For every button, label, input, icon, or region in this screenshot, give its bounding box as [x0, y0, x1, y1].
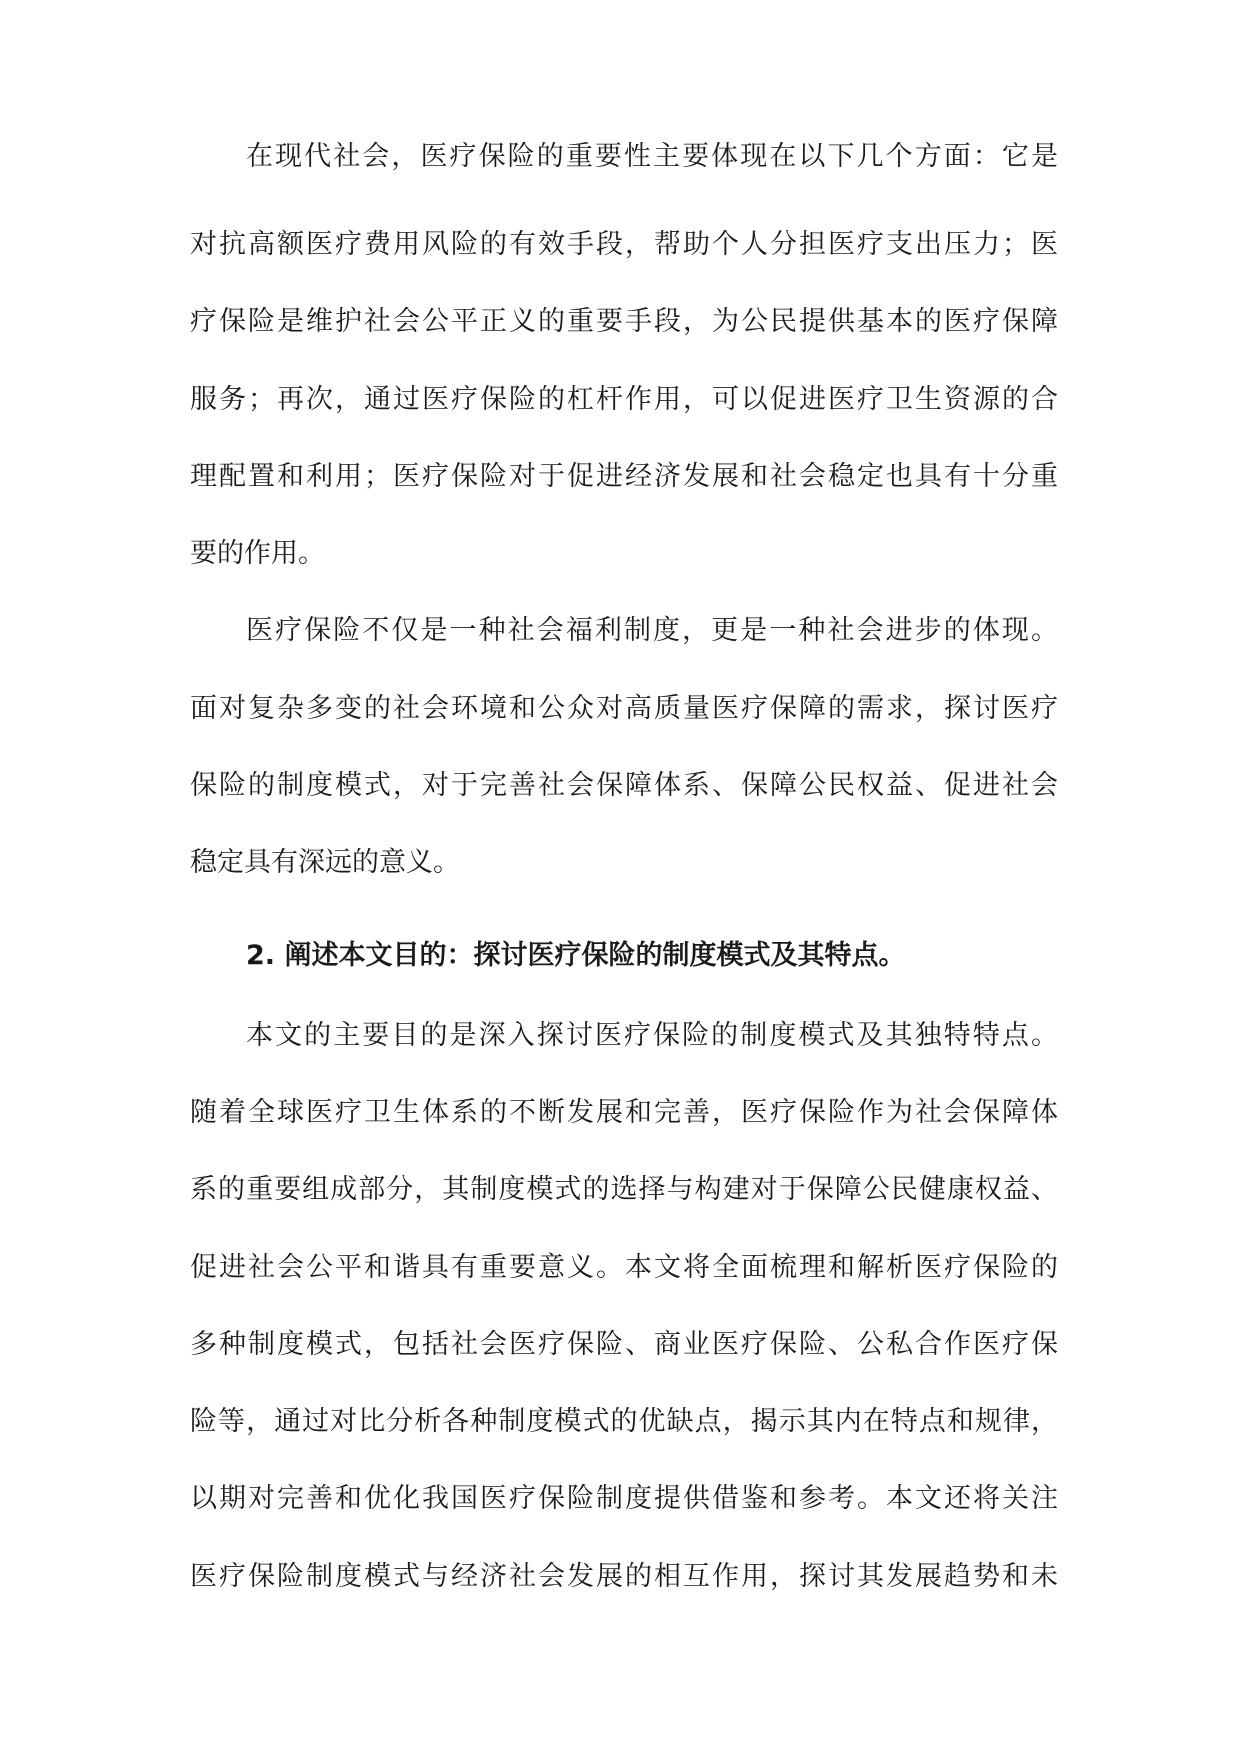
paragraph-3-line-8: 医疗保险制度模式与经济社会发展的相互作用，探讨其发展趋势和未	[190, 1561, 1058, 1592]
paragraph-1-line-6: 要的作用。	[190, 538, 325, 569]
paragraph-3-line-2: 随着全球医疗卫生体系的不断发展和完善，医疗保险作为社会保障体	[190, 1097, 1058, 1128]
section-heading: 2. 阐述本文目的：探讨医疗保险的制度模式及其特点。	[246, 940, 906, 971]
paragraph-3-line-7: 以期对完善和优化我国医疗保险制度提供借鉴和参考。本文还将关注	[190, 1483, 1058, 1514]
paragraph-3-line-6: 险等，通过对比分析各种制度模式的优缺点，揭示其内在特点和规律，	[190, 1406, 1058, 1437]
paragraph-3-line-4: 促进社会公平和谐具有重要意义。本文将全面梳理和解析医疗保险的	[190, 1252, 1058, 1283]
paragraph-1-line-1: 在现代社会，医疗保险的重要性主要体现在以下几个方面：它是	[246, 141, 1058, 172]
paragraph-2-line-4: 稳定具有深远的意义。	[190, 847, 460, 878]
paragraph-2-line-2: 面对复杂多变的社会环境和公众对高质量医疗保障的需求，探讨医疗	[190, 693, 1058, 724]
paragraph-2-line-1: 医疗保险不仅是一种社会福利制度，更是一种社会进步的体现。	[246, 615, 1058, 646]
paragraph-1-line-2: 对抗高额医疗费用风险的有效手段，帮助个人分担医疗支出压力；医	[190, 229, 1058, 260]
paragraph-3-line-1: 本文的主要目的是深入探讨医疗保险的制度模式及其独特特点。	[246, 1020, 1058, 1051]
paragraph-1-line-3: 疗保险是维护社会公平正义的重要手段，为公民提供基本的医疗保障	[190, 306, 1058, 337]
paragraph-1-line-5: 理配置和利用；医疗保险对于促进经济发展和社会稳定也具有十分重	[190, 461, 1058, 492]
paragraph-3-line-3: 系的重要组成部分，其制度模式的选择与构建对于保障公民健康权益、	[190, 1174, 1058, 1205]
paragraph-1-line-4: 服务；再次，通过医疗保险的杠杆作用，可以促进医疗卫生资源的合	[190, 384, 1058, 415]
paragraph-3-line-5: 多种制度模式，包括社会医疗保险、商业医疗保险、公私合作医疗保	[190, 1329, 1058, 1360]
paragraph-2-line-3: 保险的制度模式，对于完善社会保障体系、保障公民权益、促进社会	[190, 770, 1058, 801]
